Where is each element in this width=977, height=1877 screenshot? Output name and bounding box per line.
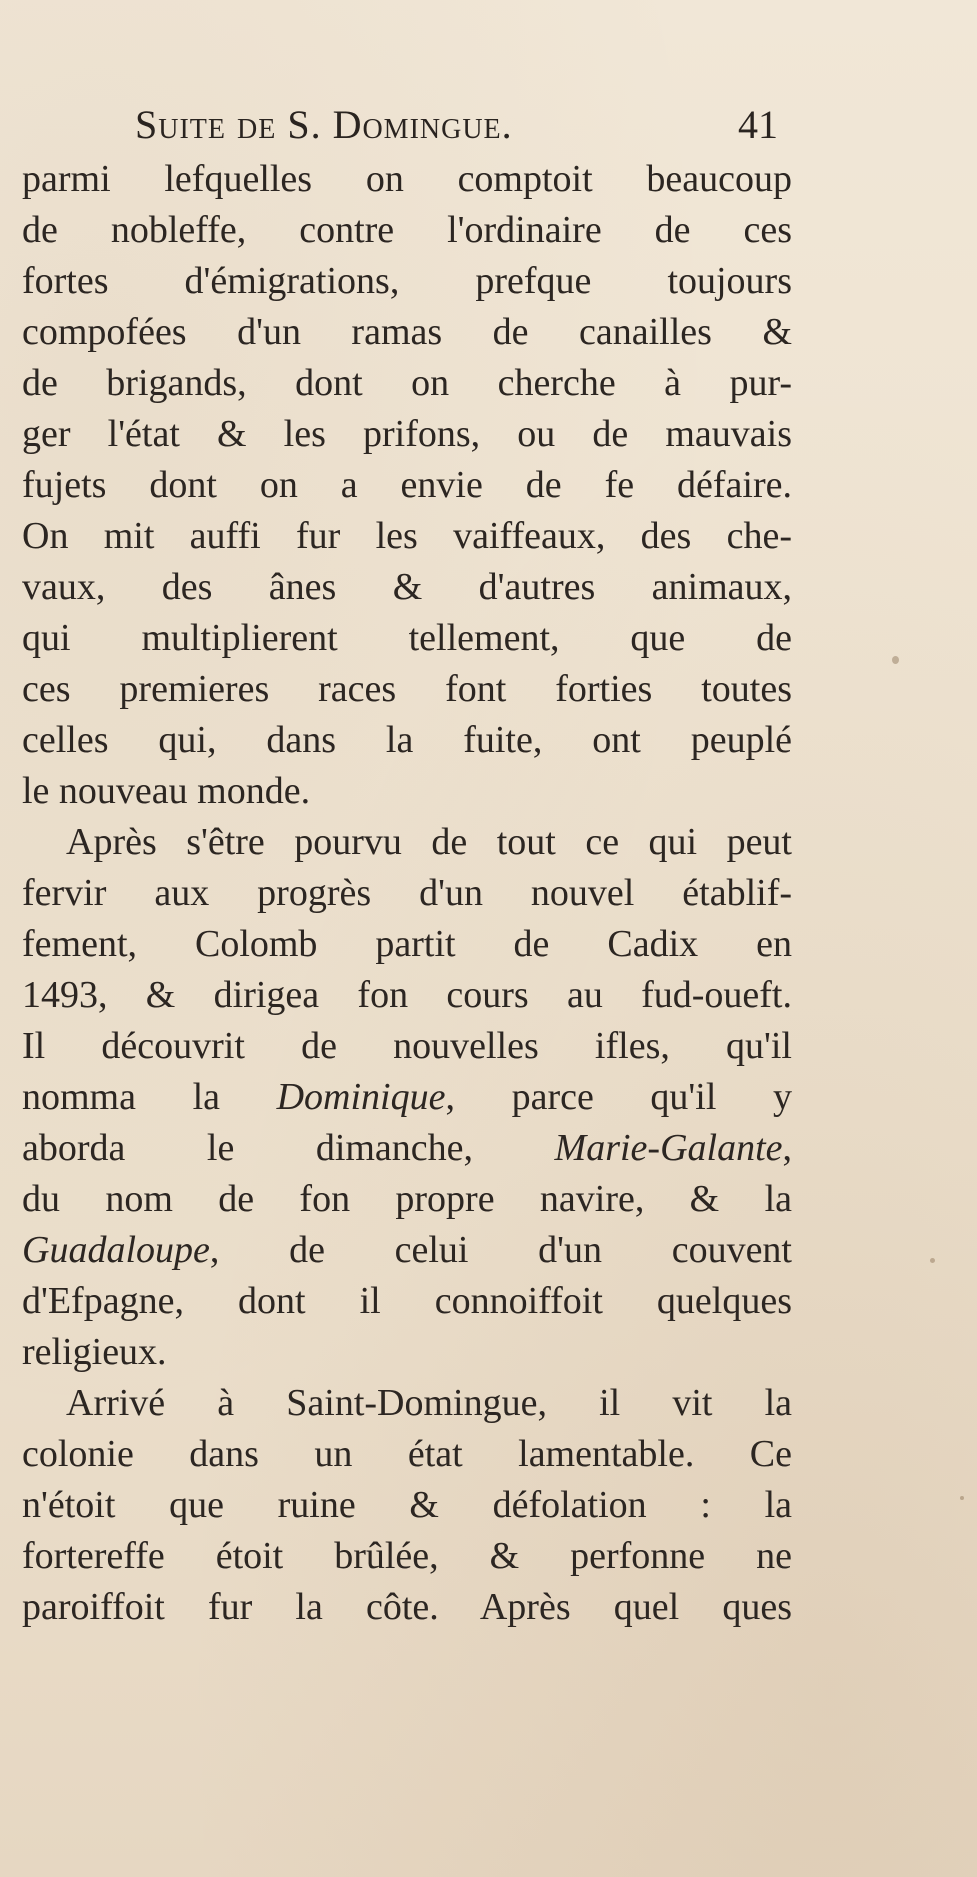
- foxing-spot: [930, 1258, 935, 1263]
- text-line: paroiffoit fur la côte. Après quel ques: [22, 1586, 792, 1628]
- body-text: [22, 154, 792, 1633]
- text-segment: , de celui d'un couvent: [209, 1229, 792, 1271]
- text-line: compofées d'un ramas de canailles &: [22, 311, 792, 353]
- text-segment: ,: [782, 1127, 792, 1169]
- text-line: fervir aux progrès d'un nouvel établif-: [22, 872, 792, 914]
- page-number: 41: [738, 102, 778, 147]
- text-line: le nouveau monde.: [22, 770, 311, 812]
- text-line: 1493, & dirigea fon cours au fud-oueft.: [22, 974, 792, 1016]
- text-line: [22, 1072, 792, 1123]
- running-head: Suite de S. Domingue.: [135, 102, 513, 147]
- foxing-spot: [960, 1496, 964, 1500]
- text-line: religieux.: [22, 1331, 167, 1373]
- text-line: Arrivé à Saint-Domingue, il vit la: [66, 1382, 792, 1424]
- text-line: Après s'être pourvu de tout ce qui peut: [66, 821, 792, 863]
- text-line: vaux, des ânes & d'autres animaux,: [22, 566, 792, 608]
- text-line: parmi lefquelles on comptoit beaucoup: [22, 158, 792, 200]
- text-line: [22, 1225, 792, 1276]
- text-segment: , parce qu'il y: [445, 1076, 792, 1118]
- text-line: fortes d'émigrations, prefque toujours: [22, 260, 792, 302]
- text-line: qui multiplierent tellement, que de: [22, 617, 792, 659]
- foxing-spot: [892, 656, 899, 664]
- text-segment: aborda le dimanche,: [22, 1127, 555, 1169]
- text-line: ger l'état & les prifons, ou de mauvais: [22, 413, 792, 455]
- text-line: n'étoit que ruine & défolation : la: [22, 1484, 792, 1526]
- text-line: de brigands, dont on cherche à pur-: [22, 362, 792, 404]
- text-line: On mit auffi fur les vaiffeaux, des che-: [22, 515, 792, 557]
- text-line: Il découvrit de nouvelles ifles, qu'il: [22, 1025, 792, 1067]
- text-segment: nomma la: [22, 1076, 277, 1118]
- italic-place-name: Dominique: [276, 1076, 446, 1118]
- text-line: de nobleffe, contre l'ordinaire de ces: [22, 209, 792, 251]
- text-line: fement, Colomb partit de Cadix en: [22, 923, 792, 965]
- text-line: fujets dont on a envie de fe défaire.: [22, 464, 792, 506]
- text-line: colonie dans un état lamentable. Ce: [22, 1433, 792, 1475]
- italic-place-name: Guadaloupe: [22, 1229, 210, 1271]
- text-line: du nom de fon propre navire, & la: [22, 1178, 792, 1220]
- text-line: celles qui, dans la fuite, ont peuplé: [22, 719, 792, 761]
- page-header: [0, 100, 977, 150]
- text-line: [22, 1123, 792, 1174]
- text-line: fortereffe étoit brûlée, & perfonne ne: [22, 1535, 792, 1577]
- text-line: d'Efpagne, dont il connoiffoit quelques: [22, 1280, 792, 1322]
- italic-place-name: Marie-Galante: [554, 1127, 783, 1169]
- text-line: ces premieres races font forties toutes: [22, 668, 792, 710]
